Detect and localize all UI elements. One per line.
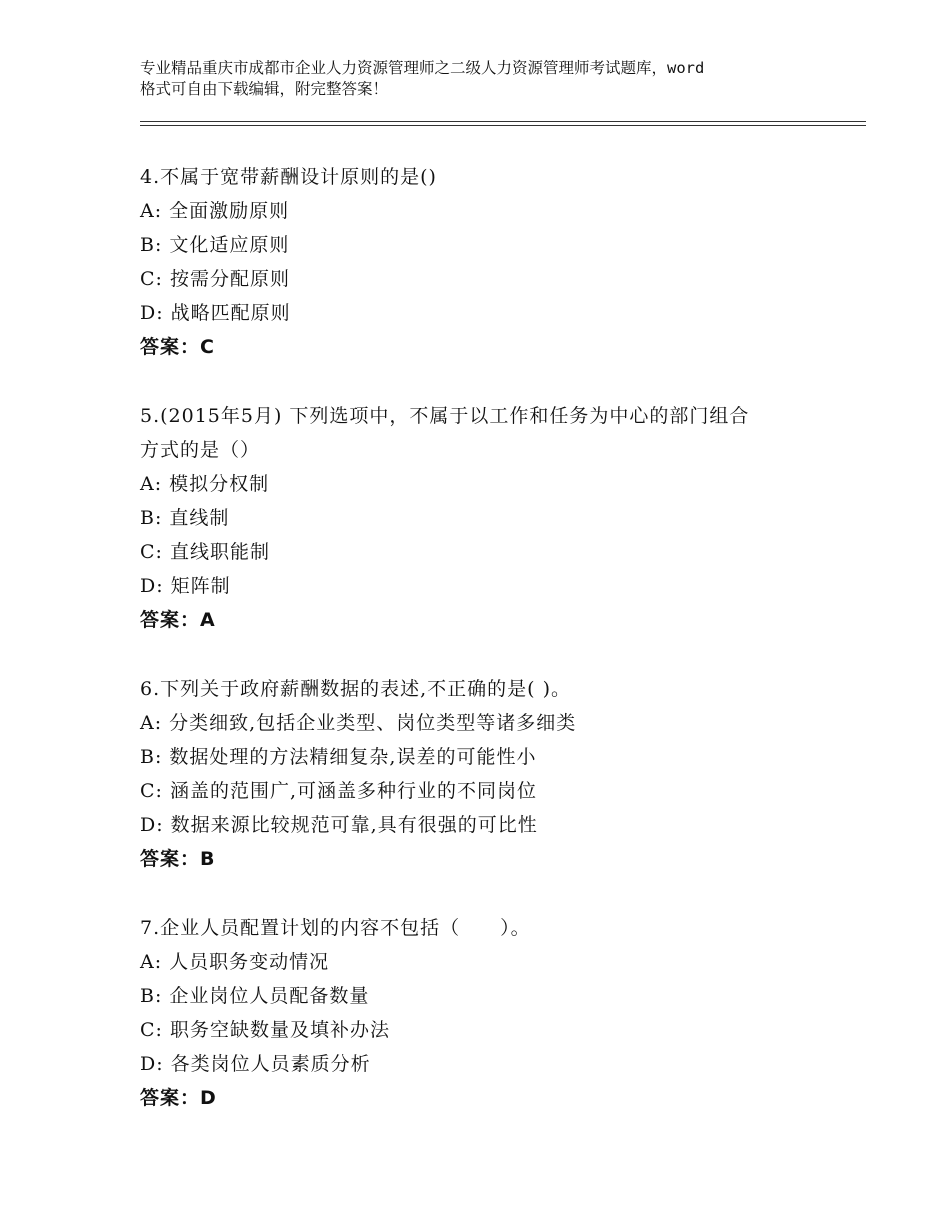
header-divider-bottom: [140, 125, 866, 126]
question-block: [140, 911, 840, 1115]
question-block: [140, 160, 840, 364]
option-d: D: 各类岗位人员素质分析: [140, 1053, 371, 1075]
answer-label: 答案：C: [140, 336, 215, 358]
option-d: D: 数据来源比较规范可靠,具有很强的可比性: [140, 814, 538, 836]
option-a: A: 人员职务变动情况: [140, 951, 330, 973]
header-divider-top: [140, 121, 866, 122]
header-line-2: 格式可自由下载编辑，附完整答案！: [140, 80, 389, 98]
option-a: A: 模拟分权制: [140, 473, 270, 495]
option-a: A: 分类细致,包括企业类型、岗位类型等诸多细类: [140, 712, 577, 734]
option-c: C: 直线职能制: [140, 541, 270, 563]
option-d: D: 战略匹配原则: [140, 302, 291, 324]
option-b: B: 文化适应原则: [140, 234, 290, 256]
header-line-1: 专业精品重庆市成都市企业人力资源管理师之二级人力资源管理师考试题库，word: [140, 59, 705, 77]
answer-label: 答案：A: [140, 609, 216, 631]
option-a: A: 全面激励原则: [140, 200, 290, 222]
question-stem: 6.下列关于政府薪酬数据的表述,不正确的是( )。: [140, 678, 572, 700]
option-b: B: 数据处理的方法精细复杂,误差的可能性小: [140, 746, 537, 768]
question-stem: 5.(2015年5月) 下列选项中，不属于以工作和任务为中心的部门组合: [140, 405, 750, 427]
option-b: B: 直线制: [140, 507, 230, 529]
answer-label: 答案：D: [140, 1087, 217, 1109]
question-stem: 4.不属于宽带薪酬设计原则的是(): [140, 166, 437, 188]
question-block: [140, 672, 840, 876]
answer-label: 答案：B: [140, 848, 216, 870]
option-c: C: 职务空缺数量及填补办法: [140, 1019, 390, 1041]
option-d: D: 矩阵制: [140, 575, 231, 597]
question-block: [140, 399, 840, 637]
question-stem-continued: 方式的是（）: [140, 439, 261, 461]
option-b: B: 企业岗位人员配备数量: [140, 985, 370, 1007]
document-header: [140, 58, 830, 100]
option-c: C: 按需分配原则: [140, 268, 290, 290]
question-stem: 7.企业人员配置计划的内容不包括（ ）。: [140, 917, 531, 939]
option-c: C: 涵盖的范围广,可涵盖多种行业的不同岗位: [140, 780, 538, 802]
